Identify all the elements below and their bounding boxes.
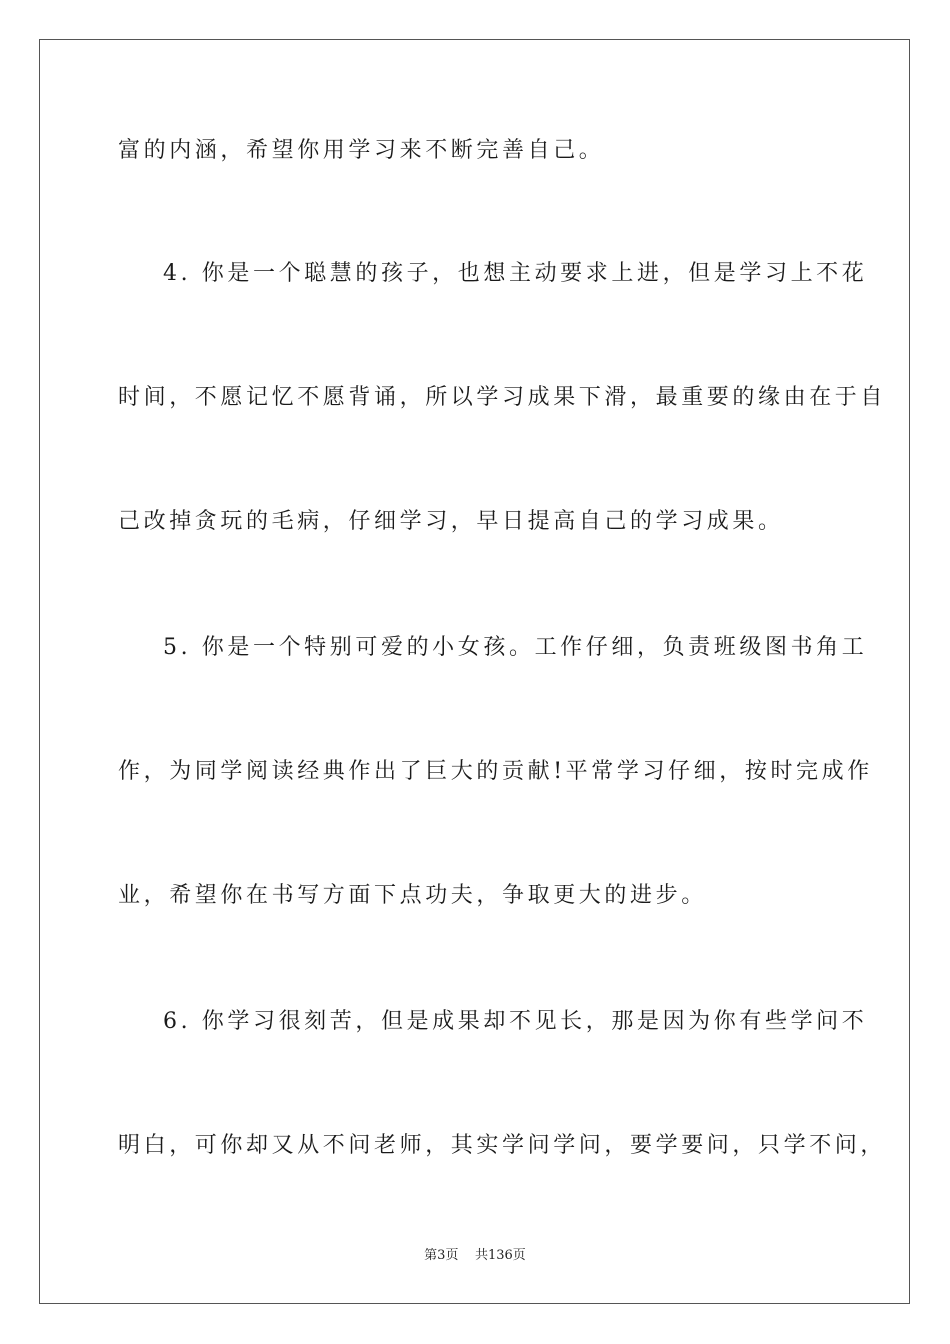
paragraph-line: 5. 你是一个特别可爱的小女孩。工作仔细，负责班级图书角工 bbox=[163, 635, 868, 660]
paragraph-line: 业，希望你在书写方面下点功夫，争取更大的进步。 bbox=[118, 883, 707, 908]
paragraph-line: 作，为同学阅读经典作出了巨大的贡献!平常学习仔细，按时完成作 bbox=[118, 759, 873, 784]
paragraph-line: 时间，不愿记忆不愿背诵，所以学习成果下滑，最重要的缘由在于自 bbox=[118, 385, 887, 410]
total-page-count: 共136页 bbox=[474, 1248, 526, 1263]
page-footer bbox=[0, 1248, 950, 1264]
paragraph-line: 富的内涵，希望你用学习来不断完善自己。 bbox=[118, 138, 605, 163]
paragraph-line: 4. 你是一个聪慧的孩子，也想主动要求上进，但是学习上不花 bbox=[163, 261, 868, 286]
paragraph-line: 己改掉贪玩的毛病，仔细学习，早日提高自己的学习成果。 bbox=[118, 509, 784, 534]
page-border bbox=[39, 39, 910, 1304]
paragraph-line: 6. 你学习很刻苦，但是成果却不见长，那是因为你有些学问不 bbox=[163, 1009, 868, 1034]
paragraph-line: 明白，可你却又从不问老师，其实学问学问，要学要问，只学不问， bbox=[118, 1133, 887, 1158]
current-page-number: 第3页 bbox=[424, 1248, 459, 1263]
